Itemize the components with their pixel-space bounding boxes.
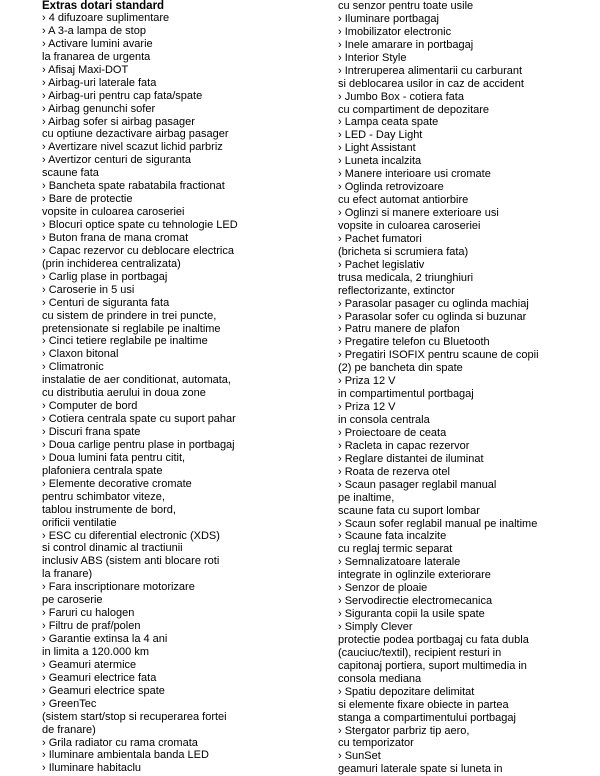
- list-line: › Roata de rezerva otel: [338, 465, 450, 478]
- list-line: pe caroserie: [42, 594, 103, 607]
- list-line: › Centuri de siguranta fata: [42, 296, 170, 309]
- list-line: › Scaun pasager reglabil manual: [338, 478, 497, 491]
- list-line: › Pregatire telefon cu Bluetooth: [338, 336, 490, 349]
- list-line: › Cinci tetiere reglabile pe inaltime: [42, 335, 208, 348]
- list-line: › GreenTec: [42, 697, 97, 710]
- list-line: protectie podea portbagaj cu fata dubla: [338, 633, 529, 646]
- list-line: › Siguranta copii la usile spate: [338, 608, 485, 621]
- list-line: › Afisaj Maxi-DOT: [42, 63, 129, 76]
- list-line: inclusiv ABS (sistem anti blocare roti: [42, 555, 220, 568]
- list-line: › Intreruperea alimentarii cu carburant: [338, 64, 523, 77]
- left-list: [42, 12, 332, 775]
- list-line: › Semnalizatoare laterale: [338, 556, 461, 569]
- list-line: › Caroserie in 5 usi: [42, 283, 135, 296]
- list-line: pentru schimbator viteze,: [42, 490, 165, 503]
- list-line: de franare): [42, 723, 96, 736]
- list-line: › Priza 12 V: [338, 375, 396, 388]
- list-line: › Airbag sofer si airbag pasager: [42, 115, 195, 128]
- list-line: cu senzor pentru toate usile: [338, 0, 474, 12]
- list-line: › Avertizor centuri de siguranta: [42, 154, 191, 167]
- list-line: › Proiectoare de ceata: [338, 426, 447, 439]
- list-line: › Jumbo Box - cotiera fata: [338, 90, 464, 103]
- list-line: capitonaj portiera, suport multimedia in: [338, 659, 527, 672]
- list-line: cu efect automat antiorbire: [338, 194, 469, 207]
- list-line: › Carlig plase in portbagaj: [42, 270, 168, 283]
- list-line: (bricheta si scrumiera fata): [338, 245, 469, 258]
- list-line: › Fara inscriptionare motorizare: [42, 581, 195, 594]
- list-line: › ESC cu diferential electronic (XDS): [42, 529, 220, 542]
- list-line: geamuri laterale spate si luneta in: [338, 763, 503, 776]
- list-line: si control dinamic al tractiunii: [42, 542, 183, 555]
- list-line: › 4 difuzoare suplimentare: [42, 12, 170, 24]
- list-line: › Climatronic: [42, 361, 104, 374]
- list-line: › Pregatiri ISOFIX pentru scaune de copii: [338, 349, 539, 362]
- list-line: › A 3-a lampa de stop: [42, 24, 146, 37]
- left-column: [42, 0, 332, 775]
- list-line: › Parasolar pasager cu oglinda machiaj: [338, 297, 529, 310]
- list-line: › Inele amarare in portbagaj: [338, 38, 474, 51]
- list-line: (cauciuc/textil), recipient resturi in: [338, 646, 502, 659]
- list-line: › Manere interioare usi cromate: [338, 168, 491, 181]
- right-list: [338, 0, 600, 776]
- list-line: › Buton frana de mana cromat: [42, 231, 189, 244]
- list-line: › Spatiu depozitare delimitat: [338, 685, 475, 698]
- list-line: › Faruri cu halogen: [42, 607, 135, 620]
- list-line: scaune fata cu suport lombar: [338, 504, 480, 517]
- list-line: › Capac rezervor cu deblocare electrica: [42, 244, 234, 257]
- list-line: pe inaltime,: [338, 491, 395, 504]
- list-line: (sistem start/stop si recuperarea fortei: [42, 710, 227, 723]
- list-line: › Airbag-uri laterale fata: [42, 76, 157, 89]
- list-line: la franare): [42, 568, 93, 581]
- list-line: integrate in oglinzile exteriorare: [338, 569, 491, 582]
- section-title: Extras dotari standard: [42, 0, 165, 12]
- list-line: › Scaune fata incalzite: [338, 530, 447, 543]
- list-line: › Oglinda retrovizoare: [338, 181, 444, 194]
- list-line: › Luneta incalzita: [338, 155, 422, 168]
- list-line: › Cotiera centrala spate cu suport pahar: [42, 413, 236, 426]
- list-line: › Garantie extinsa la 4 ani: [42, 633, 168, 645]
- list-line: in compartimentul portbagaj: [338, 388, 474, 401]
- list-line: stanga a compartimentului portbagaj: [338, 711, 516, 724]
- list-line: cu optiune dezactivare airbag pasager: [42, 128, 229, 141]
- list-line: › Airbag-uri pentru cap fata/spate: [42, 89, 203, 102]
- list-line: › Iluminare habitaclu: [42, 762, 142, 775]
- list-line: reflectorizante, extinctor: [338, 284, 455, 297]
- list-line: › Doua carlige pentru plase in portbagaj: [42, 438, 235, 451]
- list-line: › Interior Style: [338, 51, 407, 64]
- list-line: › Bancheta spate rabatabila fractionat: [42, 180, 225, 193]
- list-line: vopsite in culoarea caroseriei: [42, 206, 185, 219]
- list-line: instalatie de aer conditionat, automata,: [42, 374, 231, 387]
- list-line: › Reglare distantei de iluminat: [338, 452, 484, 465]
- list-line: scaune fata: [42, 167, 99, 180]
- list-line: › Servodirectie electromecanica: [338, 595, 493, 608]
- list-line: vopsite in culoarea caroseriei: [338, 219, 481, 232]
- list-line: › Avertizare nivel scazut lichid parbriz: [42, 141, 223, 154]
- list-line: › Computer de bord: [42, 400, 138, 413]
- list-line: › Pachet legislativ: [338, 258, 425, 271]
- right-column: [338, 0, 600, 776]
- list-line: › Priza 12 V: [338, 401, 396, 414]
- list-line: › Geamuri atermice: [42, 658, 137, 671]
- list-line: in consola centrala: [338, 414, 430, 426]
- list-line: cu compartiment de depozitare: [338, 103, 490, 116]
- list-line: tablou instrumente de bord,: [42, 503, 176, 516]
- list-line: › Lampa ceata spate: [338, 116, 439, 129]
- list-line: si deblocarea usilor in caz de accident: [338, 77, 524, 90]
- list-line: › Doua lumini fata pentru citit,: [42, 451, 186, 464]
- list-line: › Geamuri electrice fata: [42, 671, 157, 684]
- list-line: › Bare de protectie: [42, 193, 133, 206]
- list-line: › Discuri frana spate: [42, 426, 141, 438]
- list-line: › Blocuri optice spate cu tehnologie LED: [42, 219, 238, 231]
- list-line: › Racleta in capac rezervor: [338, 439, 470, 452]
- list-line: › Light Assistant: [338, 142, 416, 155]
- list-line: › Iluminare portbagaj: [338, 12, 439, 25]
- list-line: pretensionate si reglabile pe inaltime: [42, 322, 221, 335]
- list-line: › Scaun sofer reglabil manual pe inaltime: [338, 517, 538, 530]
- list-line: (2) pe bancheta din spate: [338, 362, 463, 375]
- list-line: › Parasolar sofer cu oglinda si buzunar: [338, 310, 527, 323]
- list-line: trusa medicala, 2 triunghiuri: [338, 271, 474, 284]
- list-line: › SunSet: [338, 750, 381, 763]
- list-line: plafoniera centrala spate: [42, 464, 163, 477]
- list-line: orificii ventilatie: [42, 516, 117, 529]
- list-line: cu distributia aerului in doua zone: [42, 387, 206, 400]
- list-line: cu temporizator: [338, 737, 414, 750]
- list-line: › Stergator parbriz tip aero,: [338, 724, 470, 737]
- list-line: › Activare lumini avarie: [42, 37, 153, 50]
- list-line: › Imobilizator electronic: [338, 25, 452, 38]
- list-line: › Pachet fumatori: [338, 232, 422, 245]
- list-line: (prin inchiderea centralizata): [42, 257, 181, 270]
- list-line: › Oglinzi si manere exterioare usi: [338, 207, 499, 219]
- list-line: si elemente fixare obiecte in partea: [338, 698, 509, 711]
- list-line: la franarea de urgenta: [42, 50, 151, 63]
- list-line: › Geamuri electrice spate: [42, 684, 165, 697]
- list-line: › Filtru de praf/polen: [42, 620, 141, 633]
- list-line: › Airbag genunchi sofer: [42, 102, 156, 115]
- list-line: › Elemente decorative cromate: [42, 477, 192, 490]
- list-line: cu reglaj termic separat: [338, 543, 453, 556]
- list-line: cu sistem de prindere in trei puncte,: [42, 309, 217, 322]
- list-line: › Senzor de ploaie: [338, 582, 428, 595]
- list-line: › Claxon bitonal: [42, 348, 119, 361]
- list-line: consola mediana: [338, 672, 422, 685]
- list-line: › Patru manere de plafon: [338, 323, 460, 336]
- list-line: › LED - Day Light: [338, 129, 423, 142]
- list-line: › Iluminare ambientala banda LED: [42, 749, 209, 762]
- list-line: in limita a 120.000 km: [42, 645, 149, 658]
- list-line: › Simply Clever: [338, 621, 413, 633]
- list-line: › Grila radiator cu rama cromata: [42, 736, 198, 749]
